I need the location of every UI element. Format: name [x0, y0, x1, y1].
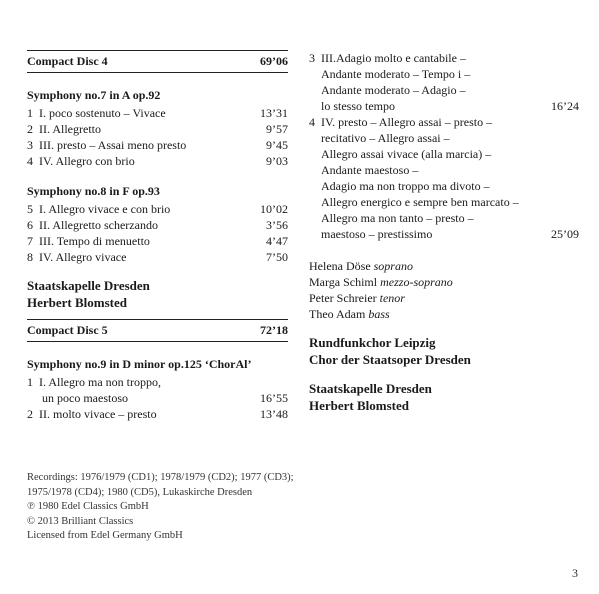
soloist [309, 258, 579, 274]
soloist [309, 306, 579, 322]
track-title-line: Allegro energico e sempre ben marcato – [321, 195, 519, 209]
track-duration: 13’48 [260, 407, 288, 421]
track-title-line: Adagio ma non troppo ma divoto – [321, 179, 490, 193]
recording-credits [27, 471, 294, 544]
soloist-name: Marga Schiml [309, 275, 378, 289]
track-number: 1 [27, 375, 33, 389]
track-duration: 16’24 [551, 99, 579, 113]
soloist-name: Helena Döse [309, 259, 371, 273]
symphony9-tracklist-left [27, 374, 288, 422]
track-duration: 4’47 [266, 234, 288, 248]
page-number: 3 [572, 566, 578, 580]
track-row [309, 114, 579, 242]
symphony8-tracklist [27, 201, 288, 265]
track-title [39, 374, 254, 406]
track-duration: 3’56 [266, 218, 288, 232]
track-row [27, 374, 288, 406]
track-title-line: un poco maestoso [42, 391, 128, 405]
disc4-total: 69’06 [260, 54, 288, 68]
track-title: III. Tempo di menuetto [39, 234, 150, 248]
track-title-line: Andante moderato – Tempo i – [321, 67, 471, 81]
track-number: 4 [309, 115, 315, 129]
track-row [27, 249, 288, 265]
track-number: 4 [27, 154, 33, 168]
track-number: 1 [27, 106, 33, 120]
track-row [27, 153, 288, 169]
track-title-line: recitativo – Allegro assai – [321, 131, 450, 145]
soloist-role: soprano [373, 259, 413, 273]
soloist [309, 274, 579, 290]
choirs [309, 334, 579, 368]
track-title: I. poco sostenuto – Vivace [39, 106, 166, 120]
orchestra-name: Staatskapelle Dresden [309, 381, 432, 396]
soloist-role: bass [368, 307, 390, 321]
symphony7-title: Symphony no.7 in A op.92 [27, 88, 161, 102]
track-title: IV. Allegro con brio [39, 154, 135, 168]
track-row [27, 406, 288, 422]
symphony9-title: Symphony no.9 in D minor op.125 ‘ChorAl’ [27, 357, 252, 371]
disc4-title: Compact Disc 4 [27, 54, 108, 68]
track-title-line: Andante moderato – Adagio – [321, 83, 466, 97]
track-row [27, 201, 288, 217]
track-title-line: Allegro ma non tanto – presto – [321, 211, 474, 225]
credit-line: © 2013 Brilliant Classics [27, 515, 134, 527]
track-duration: 9’45 [266, 138, 288, 152]
track-title-line: I. Allegro ma non troppo, [39, 375, 161, 389]
track-title-line: Allegro assai vivace (alla marcia) – [321, 147, 492, 161]
track-duration: 25’09 [551, 227, 579, 241]
track-row [27, 217, 288, 233]
track-row [27, 137, 288, 153]
track-title: II. Allegretto [39, 122, 101, 136]
track-number: 8 [27, 250, 33, 264]
disc5-header [27, 320, 288, 341]
credit-line: Licensed from Edel Germany GmbH [27, 530, 183, 541]
soloist-role: mezzo-soprano [380, 275, 453, 289]
track-number: 2 [27, 122, 33, 136]
disc5-performers [309, 380, 579, 414]
divider [27, 341, 288, 342]
choir-name: Chor der Staatsoper Dresden [309, 352, 471, 367]
track-duration: 9’03 [266, 154, 288, 168]
track-duration: 10’02 [260, 202, 288, 216]
track-title-line: lo stesso tempo [321, 99, 395, 113]
credit-line: ℗ 1980 Edel Classics GmbH [27, 501, 149, 512]
choir-name: Rundfunkchor Leipzig [309, 335, 436, 350]
left-column [27, 50, 288, 422]
soloists-list [309, 258, 579, 322]
track-title-line: III.Adagio molto e cantabile – [321, 51, 466, 65]
symphony7-tracklist [27, 105, 288, 169]
soloist-name: Theo Adam [309, 307, 366, 321]
track-duration: 16’55 [260, 391, 288, 405]
track-number: 3 [27, 138, 33, 152]
track-title: I. Allegro vivace e con brio [39, 202, 171, 216]
track-title [321, 114, 545, 242]
right-column [309, 50, 579, 414]
track-title-line: maestoso – prestissimo [321, 227, 433, 241]
conductor-name: Herbert Blomsted [309, 398, 410, 413]
disc5-total: 72’18 [260, 323, 288, 337]
disc4-header [27, 51, 288, 72]
divider [27, 72, 288, 73]
soloist [309, 290, 579, 306]
track-number: 2 [27, 407, 33, 421]
track-title-line: Andante maestoso – [321, 163, 419, 177]
track-title: IV. Allegro vivace [39, 250, 127, 264]
soloist-name: Peter Schreier [309, 291, 377, 305]
track-title: II. molto vivace – presto [39, 407, 157, 421]
orchestra-name: Staatskapelle Dresden [27, 278, 150, 293]
track-title: II. Allegretto scherzando [39, 218, 158, 232]
track-title: III. presto – Assai meno presto [39, 138, 187, 152]
track-duration: 9’57 [266, 122, 288, 136]
conductor-name: Herbert Blomsted [27, 295, 128, 310]
track-row [27, 121, 288, 137]
symphony8-title: Symphony no.8 in F op.93 [27, 184, 160, 198]
track-title-line: IV. presto – Allegro assai – presto – [321, 115, 493, 129]
track-title [321, 50, 545, 114]
credit-line: Recordings: 1976/1979 (CD1); 1978/1979 (CD2); 1977 (CD3); [27, 472, 294, 483]
track-number: 6 [27, 218, 33, 232]
track-row [27, 233, 288, 249]
track-duration: 7’50 [266, 250, 288, 264]
disc4-performers [27, 277, 288, 311]
track-number: 5 [27, 202, 33, 216]
track-number: 3 [309, 51, 315, 65]
soloist-role: tenor [379, 291, 405, 305]
track-number: 7 [27, 234, 33, 248]
disc5-title: Compact Disc 5 [27, 323, 108, 337]
track-row [27, 105, 288, 121]
track-duration: 13’31 [260, 106, 288, 120]
track-row [309, 50, 579, 114]
credit-line: 1975/1978 (CD4); 1980 (CD5), Lukaskirche Dresden [27, 486, 253, 498]
